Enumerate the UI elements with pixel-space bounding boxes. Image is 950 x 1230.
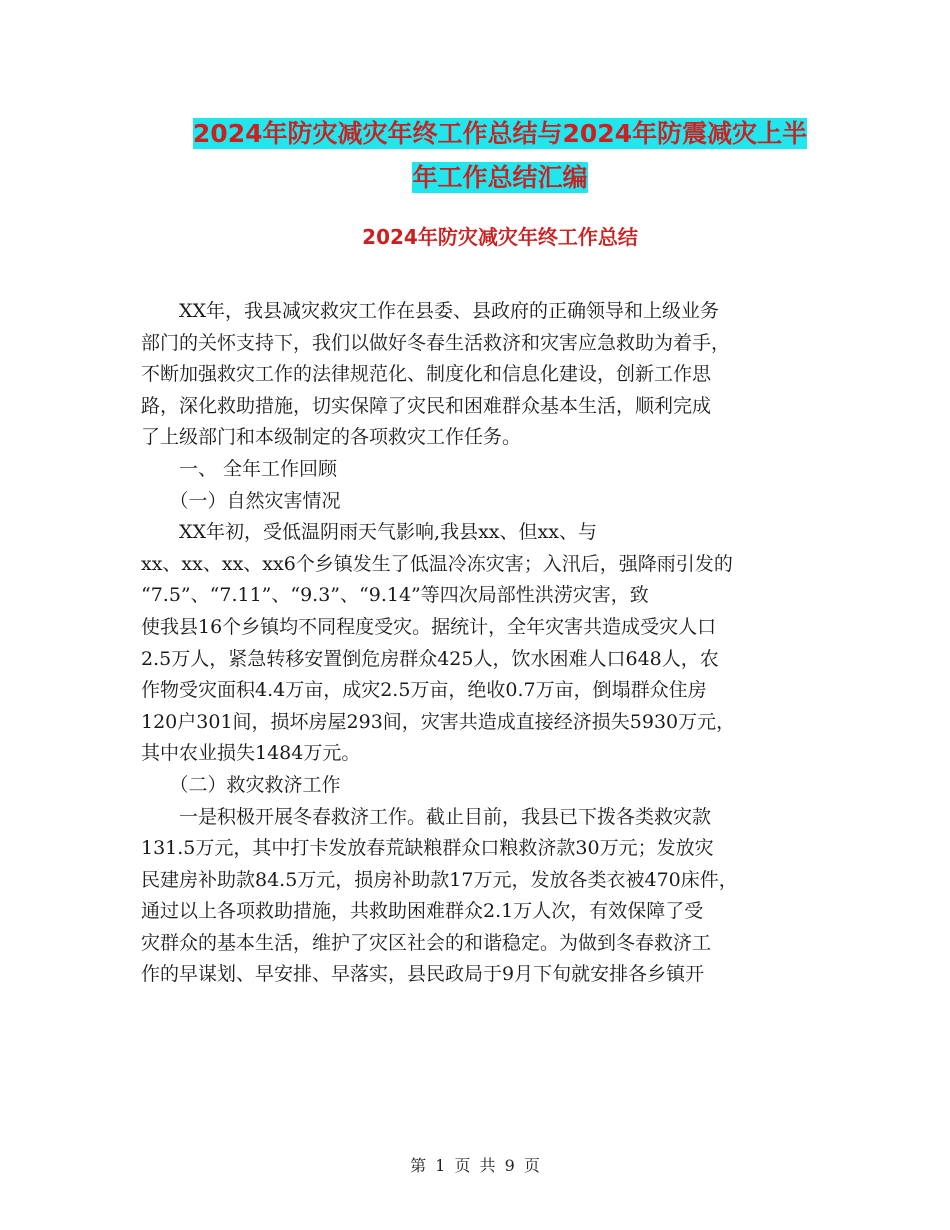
paragraph-line: 灾群众的基本生活，维护了灾区社会的和谐稳定。为做到冬春救济工: [141, 931, 712, 954]
paragraph-line: 通过以上各项救助措施，共救助困难群众2.1万人次，有效保障了受: [141, 900, 704, 923]
paragraph-line: xx、xx、xx、xx6个乡镇发生了低温冷冻灾害；入汛后，强降雨引发的: [141, 552, 733, 575]
paragraph-line: 其中农业损失1484万元。: [141, 742, 361, 765]
document-title: [140, 112, 860, 200]
paragraph-line: XX年，我县减灾救灾工作在县委、县政府的正确领导和上级业务: [141, 300, 720, 322]
paragraph-line: 120户301间，损坏房屋293间，灾害共造成直接经济损失5930万元，: [141, 710, 736, 733]
paragraph-line: XX年初，受低温阴雨天气影响,我县xx、但xx、与: [141, 521, 597, 544]
body-text: [141, 296, 811, 991]
paragraph-line: 一是积极开展冬春救济工作。截止目前，我县已下拨各类救灾款: [141, 805, 712, 828]
paragraph-line: 不断加强救灾工作的法律规范化、制度化和信息化建设，创新工作思: [141, 363, 712, 386]
heading-line: （一）自然灾害情况: [141, 489, 341, 512]
page-number-footer: 第 1 页 共 9 页: [410, 1156, 540, 1175]
paragraph-line: 路，深化救助措施，切实保障了灾民和困难群众基本生活，顺利完成: [141, 394, 712, 417]
section-title: 2024年防灾减灾年终工作总结: [362, 225, 638, 249]
paragraph-line: 作的早谋划、早安排、早落实，县民政局于9月下旬就安排各乡镇开: [141, 963, 705, 986]
title-line-1: 2024年防灾减灾年终工作总结与2024年防震减灾上半: [192, 119, 808, 148]
paragraph-line: 使我县16个乡镇均不同程度受灾。据统计，全年灾害共造成受灾人口: [141, 615, 717, 638]
paragraph-line: 了上级部门和本级制定的各项救灾工作任务。: [141, 426, 522, 449]
paragraph-line: 民建房补助款84.5万元，损房补助款17万元，发放各类衣被470床件，: [141, 868, 738, 891]
paragraph-line: 131.5万元，其中打卡发放春荒缺粮群众口粮救济款30万元；发放灾: [141, 837, 714, 860]
paragraph-line: “7.5”、“7.11”、“9.3”、“9.14”等四次局部性洪涝灾害，致: [141, 584, 649, 607]
paragraph-line: 作物受灾面积4.4万亩，成灾2.5万亩，绝收0.7万亩，倒塌群众住房: [141, 679, 707, 702]
title-line-2: 年工作总结汇编: [412, 163, 588, 192]
heading-line: （二）救灾救济工作: [141, 773, 341, 796]
paragraph-line: 2.5万人，紧急转移安置倒危房群众425人，饮水困难人口648人，农: [141, 647, 719, 670]
heading-line: 一、 全年工作回顾: [141, 457, 338, 480]
paragraph-line: 部门的关怀支持下，我们以做好冬春生活救济和灾害应急救助为着手，: [141, 331, 731, 354]
